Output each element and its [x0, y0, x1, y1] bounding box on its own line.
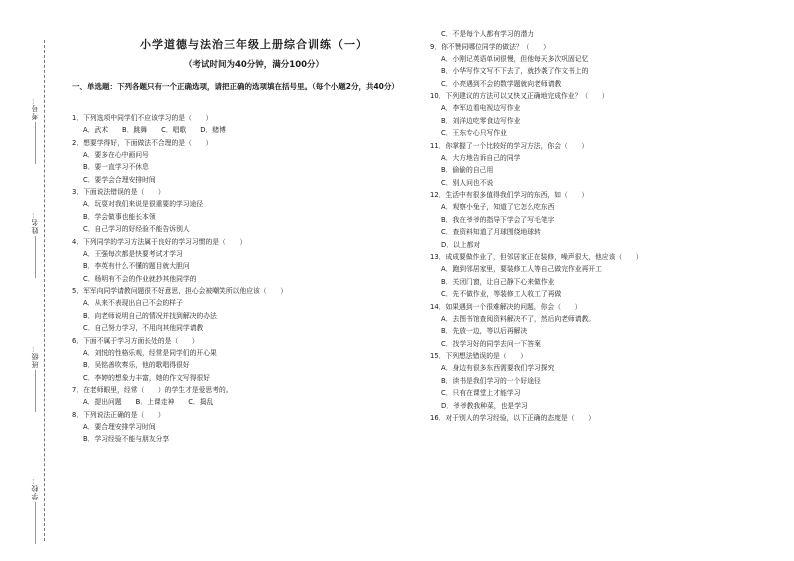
question-block — [72, 188, 412, 238]
answer-option[interactable]: C．查资料知道了月球围绕地球转 — [441, 228, 541, 236]
exam-number-line — [35, 122, 36, 164]
answer-option[interactable]: B．小华写作文写不下去了，就抄袭了作文书上的 — [441, 67, 589, 75]
question-stem: 1．下列选项中同学们不应该学习的是（ ） — [72, 114, 213, 122]
answer-option[interactable]: C．捣乱 — [188, 398, 214, 406]
question-block — [72, 411, 412, 448]
answer-option[interactable]: C．杨明有不会的作业就抄其他同学的 — [83, 274, 197, 283]
question-stem: 16．对于别人的学习经验，以下正确的态度是（ ） — [430, 414, 595, 422]
answer-option[interactable]: C．先不做作业，等装修工人收工了再做 — [441, 290, 562, 298]
question-block — [430, 92, 770, 142]
answer-option[interactable]: B．先放一边，等以后再解决 — [441, 327, 528, 335]
question-stem: 11．你掌握了一个比较好的学习方法，你会（ ） — [430, 141, 589, 150]
answer-option[interactable]: C．自己学习的好经验不能告诉别人 — [83, 225, 190, 233]
question-block — [430, 43, 770, 93]
answer-option[interactable]: A．王强每次都是快要考试才学习 — [83, 249, 183, 258]
answer-option[interactable]: C．李婷的想象力丰富，她的作文写得很好 — [83, 373, 211, 382]
question-block — [430, 253, 770, 303]
question-block — [72, 287, 412, 337]
question-block — [72, 337, 412, 387]
question-stem: 8．下列说法正确的是（ ） — [72, 410, 165, 419]
answer-option[interactable]: A．武术 — [83, 126, 109, 134]
answer-option[interactable]: B．跳舞 — [122, 126, 148, 134]
right-question-list — [430, 30, 770, 426]
answer-option[interactable]: B．要一直学习不休息 — [83, 163, 149, 171]
question-block — [72, 386, 412, 411]
answer-option[interactable]: C．找学习好的同学去问一下答案 — [441, 339, 541, 348]
answer-option[interactable]: C．唱歌 — [161, 126, 187, 134]
answer-option[interactable]: B．学会做事也能长本领 — [83, 212, 156, 221]
answer-option[interactable]: C．小亮遇到不会的数学题就向老师请教 — [441, 79, 562, 88]
answer-option[interactable]: B．偷偷的自己用 — [441, 166, 494, 174]
answer-option[interactable]: C．不是每个人都有学习的潜力 — [441, 30, 535, 38]
answer-option[interactable]: A．要合理安排学习时间 — [83, 422, 156, 431]
question-stem: 10．下列建议的方法可以又快又正确地完成作业？（ ） — [430, 92, 609, 100]
answer-option[interactable]: C．王东专心只写作业 — [441, 129, 507, 137]
question-block — [430, 142, 770, 192]
answer-option[interactable]: C．自己努力学习，不用向其他同学请教 — [83, 324, 204, 332]
answer-option[interactable]: A．玩耍对我们来说是很重要的学习途径 — [83, 200, 204, 208]
question-block — [430, 352, 770, 414]
question-block — [430, 414, 770, 426]
answer-option[interactable]: B．向老师说明自己的情况并找到解决的办法 — [83, 311, 217, 320]
exam-subtitle: （考试时间为40分钟，满分100分） — [183, 60, 325, 70]
answer-option[interactable]: C．别人问也不说 — [441, 178, 494, 187]
answer-option[interactable]: B．李英有什么不懂的题目就大胆问 — [83, 262, 190, 270]
answer-option[interactable]: A．观察小兔子，知道了它怎么吃东西 — [441, 203, 555, 211]
binding-margin — [0, 0, 60, 561]
question-stem: 3．下面说法错误的是（ ） — [72, 188, 165, 196]
answer-option[interactable]: D．以上都对 — [441, 240, 481, 249]
answer-option[interactable]: B．学习经验不能与朋友分享 — [83, 435, 170, 443]
name-label: 姓名： — [31, 210, 39, 234]
option-row — [72, 398, 412, 411]
question-block — [72, 139, 412, 189]
answer-option[interactable]: A．跑到邻居家里，要装修工人等自己做完作业再开工 — [441, 265, 602, 273]
answer-option[interactable]: A．从来不表现出自己不会的样子 — [83, 299, 183, 307]
answer-option[interactable]: B．读书是我们学习的一个好途径 — [441, 376, 541, 385]
page-title: 小学道德与法治三年级上册综合训练（一） — [140, 38, 368, 51]
answer-option[interactable]: A．刘悦的性格乐观，经常是同学们的开心果 — [83, 348, 217, 357]
answer-option[interactable]: D．爷爷教我种菜，也是学习 — [441, 401, 528, 410]
school-line — [35, 502, 36, 544]
question-block — [430, 303, 770, 353]
answer-option[interactable]: C．要学会合理安排时间 — [83, 175, 156, 184]
question-block — [72, 238, 412, 288]
answer-option[interactable]: A．李军边看电视边写作业 — [441, 104, 521, 112]
question-stem: 6．下面不属于学习方面长处的是（ ） — [72, 336, 199, 345]
answer-option[interactable]: A．身边有很多东西需要我们学习探究 — [441, 364, 555, 372]
answer-option[interactable]: A．提出问题 — [83, 398, 122, 406]
left-question-list — [72, 114, 412, 448]
question-stem: 5．军军向同学请教问题很不好意思，担心会被嘲笑所以他应该（ ） — [72, 287, 288, 295]
question-stem: 7．在老师眼里，经常（ ）的学生才是爱思考的。 — [72, 386, 233, 394]
answer-option[interactable]: C．只有在课堂上才能学习 — [441, 389, 521, 397]
question-block — [430, 30, 770, 43]
answer-option[interactable]: A．小刚记英语单词很慢，但他每天多次巩固记忆 — [441, 54, 589, 63]
class-field[interactable] — [28, 344, 42, 412]
answer-option[interactable]: B．吴铭善吹奏乐，他的歌唱得很好 — [83, 361, 190, 369]
question-block — [72, 114, 412, 139]
question-stem: 13．成成要做作业了，但邻居家正在装修，噪声很大，他应该（ ） — [430, 253, 643, 261]
answer-option[interactable]: B．刘洋边吃零食边写作业 — [441, 116, 521, 125]
exam-number-field[interactable] — [28, 96, 42, 164]
question-stem: 12．生活中有很多值得我们学习的东西，如（ ） — [430, 191, 589, 199]
answer-option[interactable]: B．关闭门窗，让自己静下心来做作业 — [441, 277, 555, 286]
question-stem: 2．想要学得好，下面做法不合理的是（ ） — [72, 138, 213, 147]
binding-dashed-line — [44, 40, 45, 541]
name-line — [35, 236, 36, 278]
exam-number-label: 考号： — [31, 96, 39, 120]
school-label: 学校： — [31, 476, 39, 500]
option-row — [72, 126, 412, 139]
class-label: 班级： — [31, 344, 39, 368]
question-stem: 15．下列想法错误的是（ ） — [430, 352, 528, 360]
answer-option[interactable]: B．上课走神 — [135, 398, 175, 406]
question-stem: 9．你不赞同哪位同学的做法？（ ） — [430, 42, 550, 51]
answer-option[interactable]: A．大方地告诉自己的同学 — [441, 153, 521, 162]
school-field[interactable] — [28, 476, 42, 544]
question-stem: 14．如果遇到一个很难解决的问题，你会（ ） — [430, 302, 582, 311]
answer-option[interactable]: D．赌博 — [200, 126, 226, 134]
name-field[interactable] — [28, 210, 42, 278]
question-block — [430, 191, 770, 253]
class-line — [35, 370, 36, 412]
answer-option[interactable]: A．要多在心中画问号 — [83, 150, 149, 159]
answer-option[interactable]: B．我在爷爷的指导下学会了写毛笔字 — [441, 215, 555, 224]
section-instruction: 一、单选题：下列各题只有一个正确选项，请把正确的选项填在括号里。（每个小题2分，共40分） — [72, 82, 399, 91]
question-stem: 4．下列同学的学习方法属于良好的学习习惯的是（ ） — [72, 237, 247, 246]
answer-option[interactable]: A．去图书馆查阅资料解决不了，然后向老师请教。 — [441, 314, 596, 323]
